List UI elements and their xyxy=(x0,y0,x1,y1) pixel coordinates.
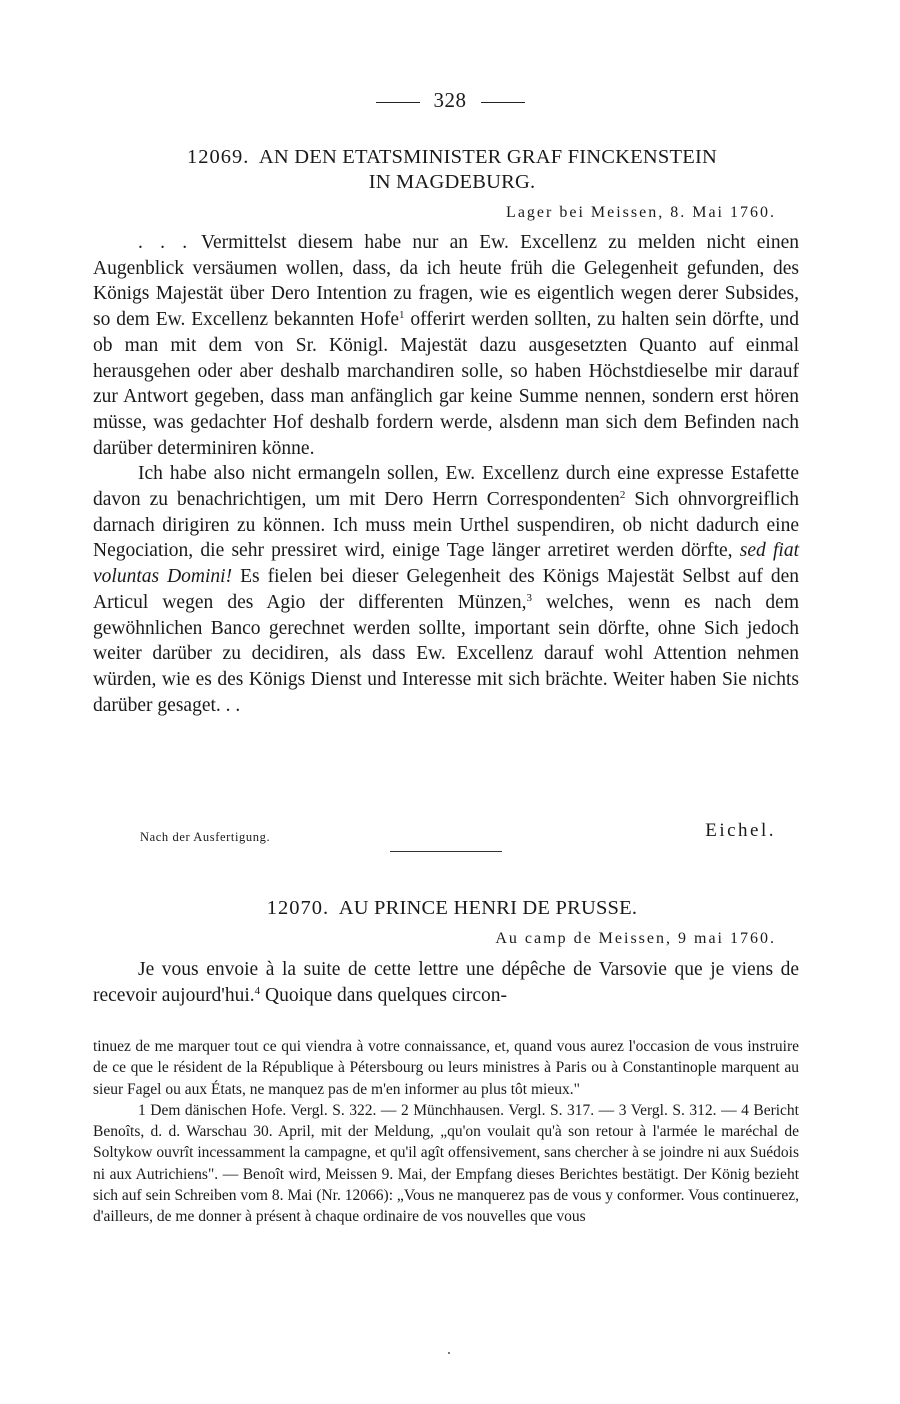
letter-1-body xyxy=(93,230,799,718)
paragraph-text: Es fielen bei dieser Gelegenheit des Königs Majestät Selbst auf den Articul wegen des Agio der differenten Münzen, xyxy=(93,566,799,613)
letter-1-title xyxy=(122,145,782,195)
letter-2-title-text: AU PRINCE HENRI DE PRUSSE. xyxy=(338,897,638,919)
letter-1-number: 12069. xyxy=(186,146,250,168)
page-header xyxy=(0,88,900,113)
paragraph-text: Je vous envoie à la suite de cette lettre une dépêche de Varsovie que je viens de recevoir aujourd'hui. xyxy=(93,959,799,1006)
footnote-marker-4: 4 xyxy=(254,984,261,997)
paragraph-text: Sich ohnvorgreiflich darnach dirigiren zu können. Ich muss mein Urthel suspendiren, ob nicht dadurch eine Negociation, die sehr pressiret wird, einige Tage länger arretiret werden dörfte, xyxy=(93,489,799,562)
letter-2-dateline: Au camp de Meissen, 9 mai 1760. xyxy=(495,930,776,947)
paragraph-text: Quoique dans quelques circon- xyxy=(260,984,508,1006)
page-number: 328 xyxy=(433,88,467,112)
footnote-marker-1: 1 xyxy=(399,309,405,322)
paper-speck xyxy=(448,1352,450,1354)
header-dash-right xyxy=(481,102,525,103)
footnotes xyxy=(93,1036,799,1228)
letter-1-paragraph-2 xyxy=(93,461,799,718)
latin-phrase: sed fiat voluntas Domini! xyxy=(93,540,800,588)
ellipsis: . . . xyxy=(138,232,191,253)
letter-2-title xyxy=(122,896,782,921)
letter-1-title-line1: AN DEN ETATSMINISTER GRAF FINCKENSTEIN xyxy=(258,146,717,168)
footnote-marker-3: 3 xyxy=(526,591,532,604)
footnote-list: 1 Dem dänischen Hofe. Vergl. S. 322. — 2 Münchhausen. Vergl. S. 317. — 3 Vergl. S. 312. — 4 Bericht Benoîts, d. d. Warschau 30. April, mit der Meldung, „qu'on voulait qu'à son retour à l'armée le maréchal de Soltykow ouvrît incessamment la campagne, et qu'il agît offensivement, sans chercher à se joindre ni aux Suédois ni aux Autrichiens". — Benoît wird, Meissen 9. Mai, der Empfang dieses Berichtes bestätigt. Der König bezieht sich auf sein Schreiben vom 8. Mai (Nr. 12066): „Vous ne manquerez pas de vous y conformer. Vous continuerez, d'ailleurs, de me donner à présent à chaque ordinaire de vos nouvelles que vous xyxy=(93,1101,799,1226)
paragraph-text: welches, wenn es nach dem gewöhnlichen Banco gerechnet werden sollte, important sein dörfte, ohne Sich jedoch weiter darüber zu decidiren, als dass Ew. Excellenz darauf wohl Attention nehmen würden, wie es des Königs Dienst und Interesse mit sich brächte. Weiter haben Sie nichts darüber gesaget. . . xyxy=(93,591,799,716)
letter-1-dateline: Lager bei Meissen, 8. Mai 1760. xyxy=(506,204,776,221)
letter-2-paragraph-1 xyxy=(93,957,799,1008)
footnote-continuation: tinuez de me marquer tout ce qui viendra à votre connaissance, et, quand vous aurez l'occasion de vous instruire de ce que le résident de la République à Pétersbourg ou leurs ministres à Paris ou à Constantinople marquent au sieur Fagel ou aux États, ne manquez pas de m'en informer au plus tôt mieux." xyxy=(93,1038,799,1098)
letter-2-number: 12070. xyxy=(266,897,330,919)
footnote-marker-2: 2 xyxy=(619,489,626,502)
letter-1-title-line2: IN MAGDEBURG. xyxy=(368,171,536,193)
section-separator xyxy=(390,851,502,852)
paragraph-text: Ich habe also nicht ermangeln sollen, Ew. Excellenz durch eine expresse Estafette davon zu benachrichtigen, um mit Dero Herrn Correspondenten xyxy=(93,463,799,511)
letter-1-paragraph-1 xyxy=(93,230,799,461)
signature: Eichel. xyxy=(705,820,776,841)
paragraph-text: offerirt werden sollten, zu halten sein dörfte, und ob man mit dem von Sr. Königl. Majestät dazu ausgesetzten Quanto auf einmal herausgehen oder aber deshalb marchandiren solle, so haben Höchstdieselbe mir darauf zur Antwort gegeben, dass man anfänglich gar keine Summe nennen, sondern erst hören müsse, was gedachter Hof deshalb fordern werde, alsdenn man sich dem Befinden nach darüber determiniren könne. xyxy=(93,309,799,459)
header-dash-left xyxy=(376,102,420,103)
source-note: Nach der Ausfertigung. xyxy=(140,830,271,844)
letter-2-body xyxy=(93,957,799,1008)
paragraph-text: Vermittelst diesem habe nur an Ew. Excellenz zu melden nicht einen Augenblick versäumen wollen, dass, da ich heute früh die Gelegenheit gefunden, des Königs Majestät über Dero Intention zu fragen, wie es eigentlich wegen derer Subsides, so dem Ew. Excellenz bekannten Hofe xyxy=(93,232,799,331)
